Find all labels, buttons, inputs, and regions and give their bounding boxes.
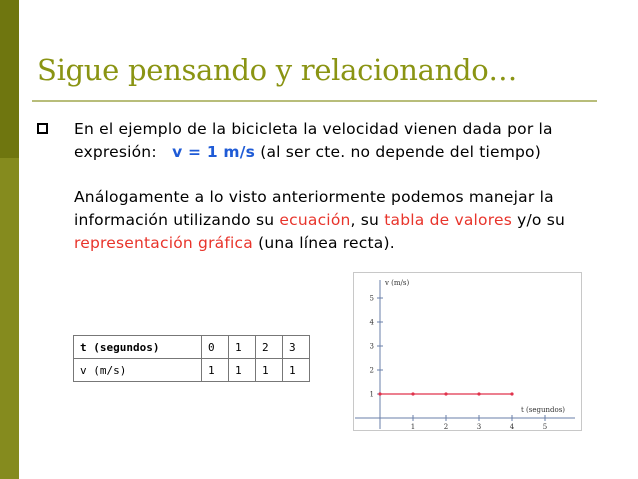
table-row-header: v (m/s) <box>74 359 202 382</box>
paragraph-text: (una línea recta). <box>258 234 395 252</box>
table-row <box>74 336 310 359</box>
values-table <box>73 335 310 382</box>
table-cell: 1 <box>202 359 229 382</box>
paragraph-representations <box>74 186 619 255</box>
paragraph-text: , su <box>350 211 380 229</box>
data-point <box>411 392 414 395</box>
data-point <box>477 392 480 395</box>
table-row-header: t (segundos) <box>74 336 202 359</box>
paragraph-text: (al ser cte. no depende del tiempo) <box>260 143 541 161</box>
velocity-time-chart <box>353 272 583 432</box>
y-tick-label: 3 <box>369 342 374 351</box>
term-ecuacion: ecuación <box>279 211 351 229</box>
table-cell: 1 <box>256 359 283 382</box>
y-tick-label: 5 <box>369 294 374 303</box>
table-cell: 3 <box>283 336 310 359</box>
y-tick-label: 2 <box>369 366 374 375</box>
left-accent-bar-top <box>0 0 19 158</box>
y-tick-label: 1 <box>369 390 374 399</box>
x-tick-label: 4 <box>509 423 515 431</box>
title-divider <box>32 100 597 102</box>
term-tabla-de-valores: tabla de valores <box>384 211 512 229</box>
x-tick-label: 2 <box>443 423 449 431</box>
table-cell: 1 <box>283 359 310 382</box>
table-cell: 1 <box>229 336 256 359</box>
x-tick-label: 1 <box>410 423 416 431</box>
paragraph-text: y/o su <box>517 211 566 229</box>
y-axis-label: v (m/s) <box>385 279 410 287</box>
table-row <box>74 359 310 382</box>
table-cell: 0 <box>202 336 229 359</box>
table-cell: 2 <box>256 336 283 359</box>
table-cell: 1 <box>229 359 256 382</box>
x-axis-label: t (segundos) <box>521 406 566 414</box>
x-tick-label: 5 <box>542 423 548 431</box>
velocity-formula: v = 1 m/s <box>172 143 256 161</box>
paragraph-text: Análogamente a lo visto anteriormente podemos manejar la información utilizando su <box>74 188 554 229</box>
data-point <box>378 392 381 395</box>
y-tick-label: 4 <box>369 318 374 327</box>
term-representacion-grafica: representación gráfica <box>74 234 253 252</box>
data-point <box>444 392 447 395</box>
paragraph-text: En el ejemplo de la bicicleta la velocidad vienen dada por la expresión: <box>74 120 553 161</box>
slide-title: Sigue pensando y relacionando… <box>37 53 518 87</box>
square-bullet-icon <box>37 123 48 134</box>
data-point <box>510 392 513 395</box>
x-tick-label: 3 <box>476 423 482 431</box>
paragraph-velocity <box>74 118 619 164</box>
